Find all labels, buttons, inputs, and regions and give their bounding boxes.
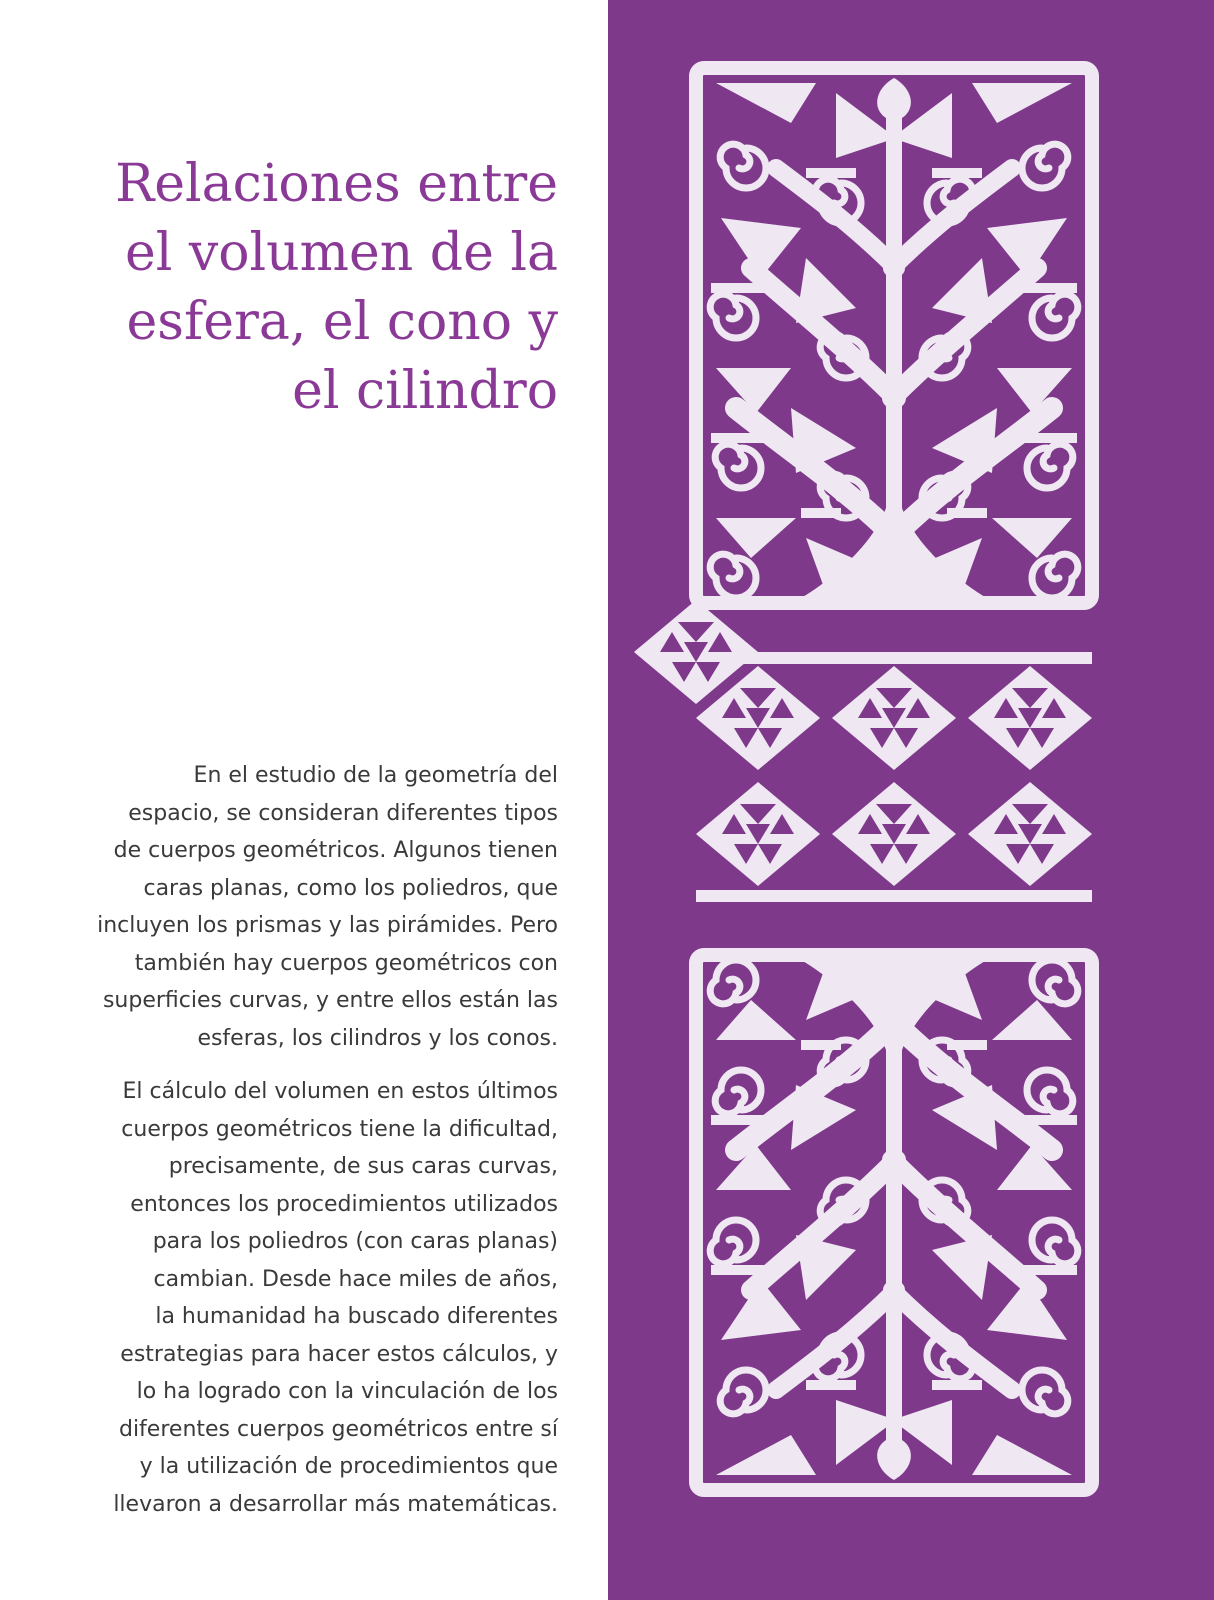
text-line: entonces los procedimientos utilizados (130, 1191, 558, 1217)
paragraph-intro (38, 757, 558, 1057)
body-text (38, 757, 558, 1523)
title-line: el cilindro (292, 361, 558, 421)
text-line: lo ha logrado con la vinculación de los (136, 1379, 558, 1404)
text-line: precisamente, de sus caras curvas, (168, 1154, 558, 1179)
text-line: cambian. Desde hace miles de años, (153, 1266, 558, 1292)
text-line: de cuerpos geométricos. Algunos tienen (113, 838, 558, 863)
title-line: esfera, el cono y (126, 292, 558, 352)
text-line: y la utilización de procedimientos que (139, 1454, 558, 1479)
text-line: estrategias para hacer estos cálculos, y (120, 1341, 558, 1367)
title-line: el volumen de la (124, 223, 558, 283)
ornament-artwork (608, 0, 1214, 1600)
text-line: caras planas, como los poliedros, que (143, 875, 558, 901)
text-line: espacio, se consideran diferentes tipos (128, 800, 558, 826)
paragraph-volume (38, 1073, 558, 1523)
decorative-panel (608, 0, 1214, 1600)
text-line: cuerpos geométricos tiene la dificultad, (121, 1116, 558, 1142)
text-line: para los poliedros (con caras planas) (152, 1229, 558, 1254)
text-line: también hay cuerpos geométricos con (134, 950, 558, 976)
text-line: diferentes cuerpos geométricos entre sí (118, 1416, 558, 1442)
text-line: incluyen los prismas y las pirámides. Pero (97, 913, 558, 938)
bottom-ornament (696, 955, 1092, 1490)
middle-band (634, 600, 1092, 902)
text-line: la humanidad ha buscado diferentes (155, 1304, 558, 1329)
top-ornament (696, 68, 1092, 603)
text-line: El cálculo del volumen en estos últimos (122, 1079, 558, 1104)
text-line: esferas, los cilindros y los conos. (197, 1025, 558, 1051)
page-title (38, 150, 558, 426)
text-line: llevaron a desarrollar más matemáticas. (113, 1491, 558, 1517)
title-line: Relaciones entre (115, 154, 558, 214)
text-line: En el estudio de la geometría del (193, 763, 558, 788)
text-line: superficies curvas, y entre ellos están las (102, 988, 558, 1013)
